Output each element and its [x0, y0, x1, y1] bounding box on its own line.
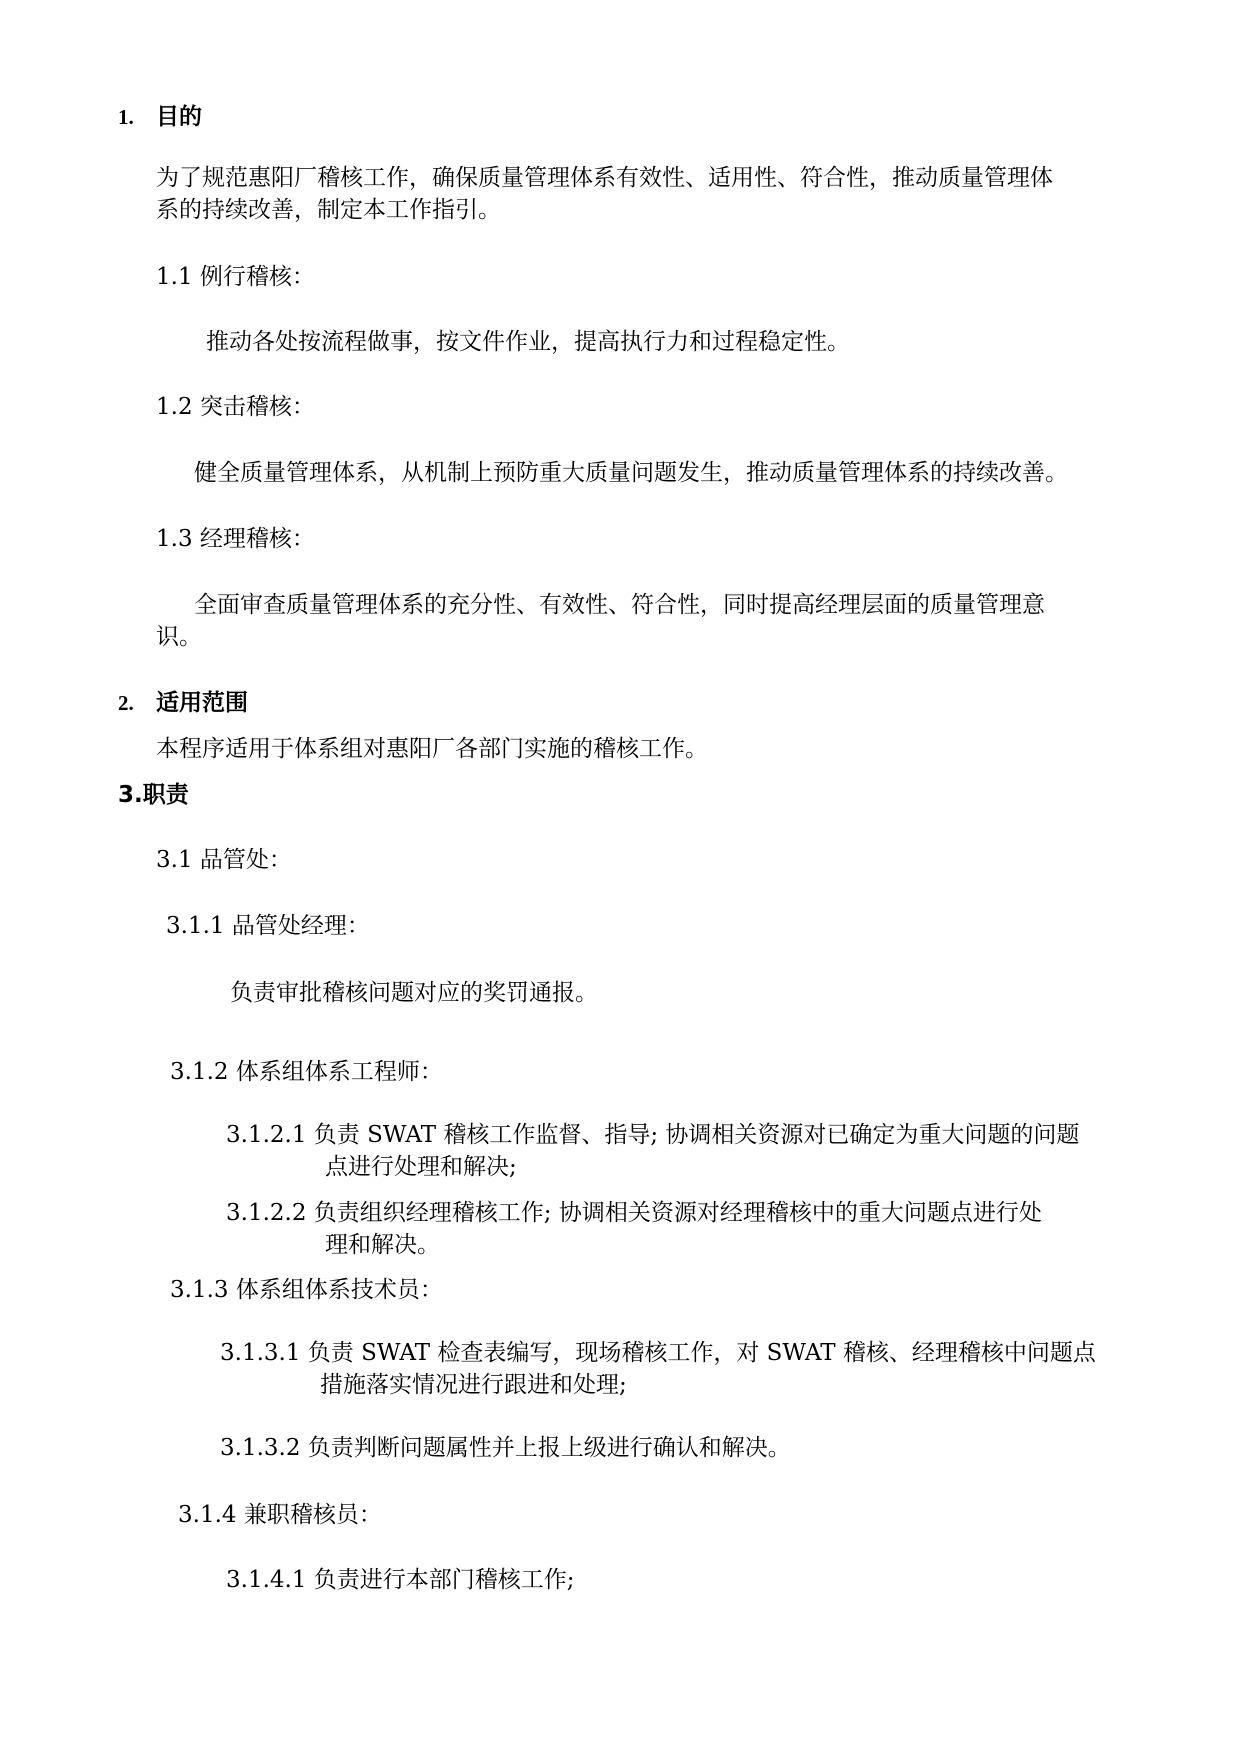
item-3-1-3-2: 3.1.3.2 负责判断问题属性并上报上级进行确认和解决。: [220, 1435, 791, 1461]
subsection-1-3-text-line-2: 识。: [156, 624, 202, 650]
section-2-text: 本程序适用于体系组对惠阳厂各部门实施的稽核工作。: [156, 736, 708, 762]
item-3-1-3-1-line-1: 3.1.3.1 负责 SWAT 检查表编写，现场稽核工作，对 SWAT 稽核、经理稽核中问题点: [220, 1340, 1096, 1366]
section-1-intro-line-2: 系的持续改善，制定本工作指引。: [156, 197, 501, 223]
item-3-1-2-label: 3.1.2 体系组体系工程师：: [170, 1059, 443, 1085]
section-3-heading: 3.职责: [118, 782, 189, 808]
item-3-1-1-label: 3.1.1 品管处经理：: [166, 913, 370, 939]
section-1-title: 目的: [156, 104, 202, 130]
item-3-1-4-label: 3.1.4 兼职稽核员：: [178, 1502, 382, 1528]
section-2-title: 适用范围: [156, 690, 248, 716]
item-3-1-2-1-line-1: 3.1.2.1 负责 SWAT 稽核工作监督、指导; 协调相关资源对已确定为重大问题的问题: [226, 1122, 1080, 1148]
item-3-1-4-1: 3.1.4.1 负责进行本部门稽核工作;: [226, 1567, 575, 1593]
subsection-1-2-label: 1.2 突击稽核：: [156, 394, 315, 420]
subsection-3-1-label: 3.1 品管处：: [156, 847, 292, 873]
section-1-heading: [118, 102, 202, 132]
subsection-1-1-text: 推动各处按流程做事，按文件作业，提高执行力和过程稳定性。: [206, 329, 850, 355]
subsection-1-1-label: 1.1 例行稽核：: [156, 264, 315, 290]
subsection-1-3-text-line-1: 全面审查质量管理体系的充分性、有效性、符合性，同时提高经理层面的质量管理意: [194, 592, 1045, 618]
item-3-1-2-1-line-2: 点进行处理和解决;: [325, 1154, 517, 1180]
item-3-1-3-1-line-2: 措施落实情况进行跟进和处理;: [320, 1372, 627, 1398]
item-3-1-2-2-line-1: 3.1.2.2 负责组织经理稽核工作; 协调相关资源对经理稽核中的重大问题点进行处: [226, 1200, 1042, 1226]
subsection-1-2-text: 健全质量管理体系，从机制上预防重大质量问题发生，推动质量管理体系的持续改善。: [194, 460, 1068, 486]
section-1-intro-line-1: 为了规范惠阳厂稽核工作，确保质量管理体系有效性、适用性、符合性，推动质量管理体: [156, 165, 1053, 191]
section-2-number: 2.: [118, 691, 134, 715]
item-3-1-3-label: 3.1.3 体系组体系技术员：: [170, 1277, 443, 1303]
section-1-number: 1.: [118, 105, 134, 129]
item-3-1-2-2-line-2: 理和解决。: [325, 1232, 440, 1258]
subsection-1-3-label: 1.3 经理稽核：: [156, 526, 315, 552]
item-3-1-1-text: 负责审批稽核问题对应的奖罚通报。: [230, 980, 598, 1006]
section-2-heading: [118, 688, 248, 718]
